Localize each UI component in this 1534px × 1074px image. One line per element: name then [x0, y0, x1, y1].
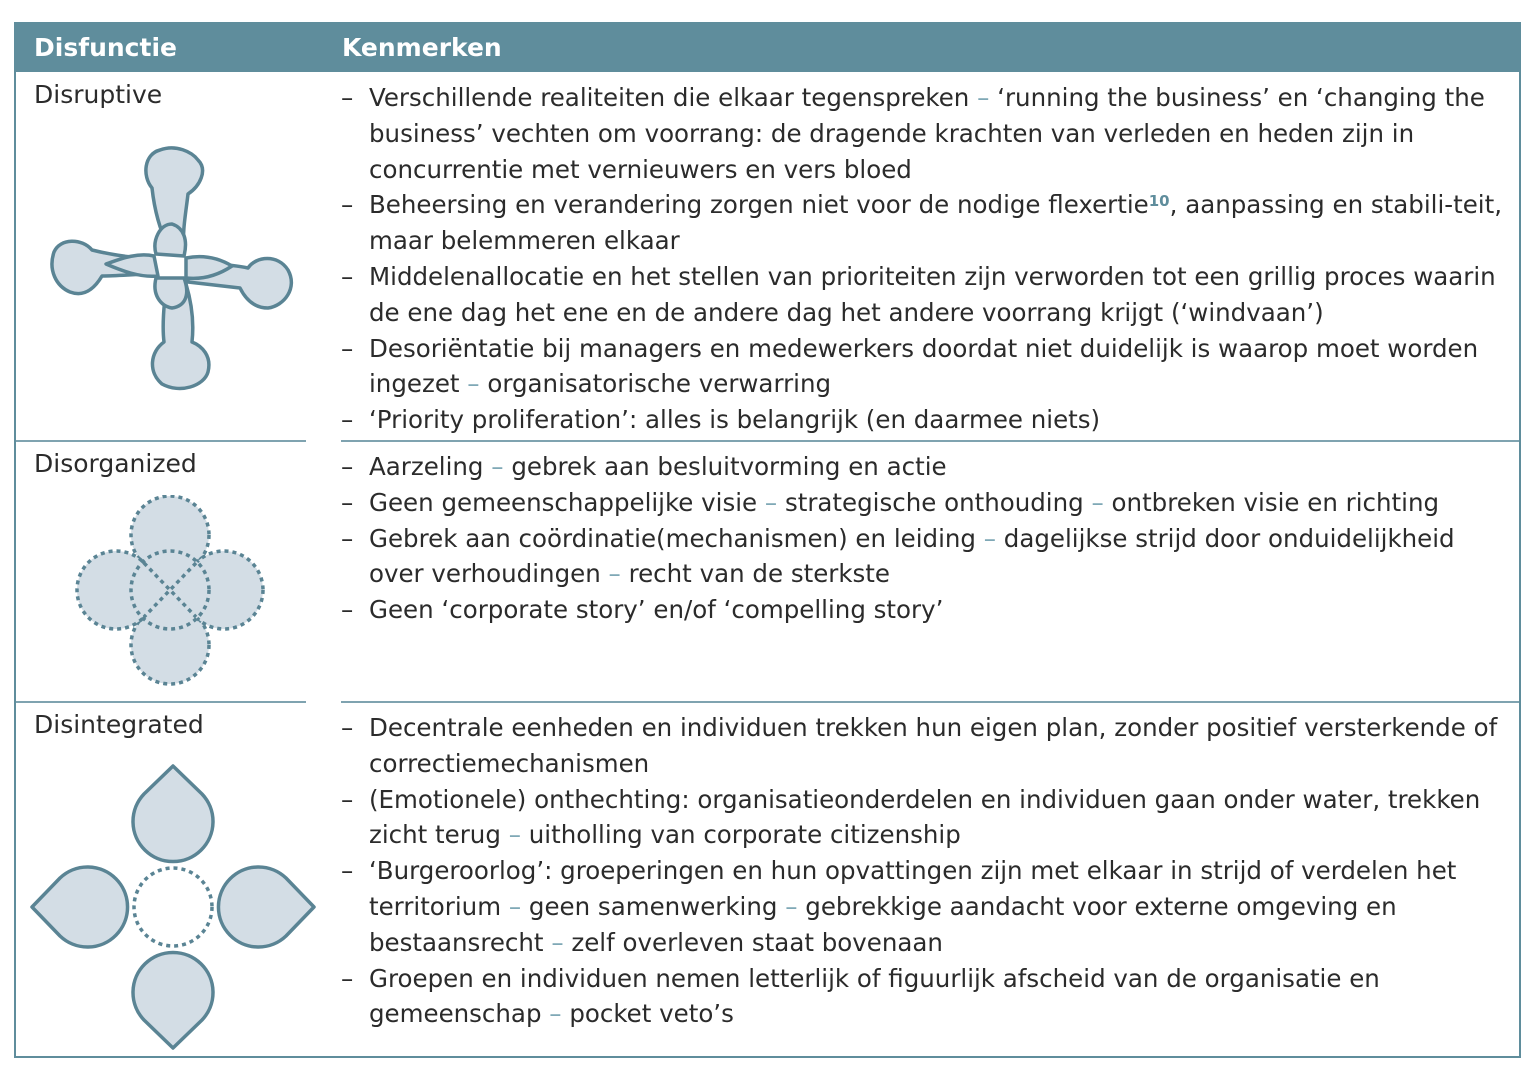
list-item: – Aarzeling – gebrek aan besluitvorming en actie	[341, 449, 1511, 485]
characteristics-list	[341, 449, 1511, 628]
row-name: Disintegrated	[34, 710, 204, 739]
list-item: – ‘Priority proliferation’: alles is belangrijk (en daarmee niets)	[341, 402, 1511, 438]
list-item: – Geen gemeenschappelijke visie – strategische onthouding – ontbreken visie en richting	[341, 485, 1511, 521]
row-divider	[16, 701, 306, 703]
list-item: – (Emotionele) onthechting: organisatieonderdelen en individuen gaan onder water, trekken zicht terug – uitholling van corporate citizenship	[341, 782, 1511, 854]
table-row-disorganized	[16, 443, 1519, 701]
row-divider	[16, 440, 306, 442]
list-item: – Decentrale eenheden en individuen trekken hun eigen plan, zonder positief versterkende of correctiemechanismen	[341, 710, 1511, 782]
list-item: – Geen ‘corporate story’ en/of ‘compelling story’	[341, 592, 1511, 628]
dotted-circles-icon	[74, 495, 270, 691]
list-item: – Groepen en individuen nemen letterlijk of figuurlijk afscheid van de organisatie en gemeenschap – pocket veto’s	[341, 961, 1511, 1033]
table-header	[16, 24, 1519, 72]
row-name: Disruptive	[34, 80, 163, 109]
header-disfunctie: Disfunctie	[34, 33, 177, 62]
list-item: – Middelenallocatie en het stellen van prioriteiten zijn verworden tot een grillig proces waarin de ene dag het ene en de andere dag het andere voorrang krijgt (‘windvaan’)	[341, 259, 1511, 331]
list-item: – Desoriëntatie bij managers en medewerkers doordat niet duidelijk is waarop moet worden ingezet – organisatorische verwarring	[341, 331, 1511, 403]
four-bone-cross-icon	[46, 146, 294, 392]
list-item: – ‘Burgeroorlog’: groeperingen en hun opvattingen zijn met elkaar in strijd of verdelen het territorium – geen samenwerking – gebrekkige aandacht voor externe omgeving en bestaansrecht – zelf overleven staat bovenaan	[341, 853, 1511, 960]
scattered-drops-icon	[30, 764, 316, 1050]
characteristics-list	[341, 710, 1511, 1032]
header-kenmerken: Kenmerken	[342, 33, 502, 62]
table-row-disintegrated	[16, 704, 1519, 1056]
table-row-disruptive	[16, 74, 1519, 440]
row-name: Disorganized	[34, 449, 197, 478]
row-divider	[341, 440, 1519, 442]
list-item: – Verschillende realiteiten die elkaar tegenspreken – ‘running the business’ en ‘changing the business’ vechten om voorrang: de dragende krachten van verleden en heden zijn in concurrentie met vernieuwers en vers bloed	[341, 80, 1511, 187]
list-item: – Beheersing en verandering zorgen niet voor de nodige flexertie$^{10}$, aanpassing en stabili-teit, maar belemmeren elkaar	[341, 187, 1511, 259]
list-item: – Gebrek aan coördinatie(mechanismen) en leiding – dagelijkse strijd door onduidelijkheid over verhoudingen – recht van de sterkste	[341, 521, 1511, 593]
row-divider	[341, 701, 1519, 703]
footnote-ref: 10	[1148, 192, 1170, 211]
characteristics-list	[341, 80, 1511, 438]
characteristics-table	[14, 22, 1521, 1058]
